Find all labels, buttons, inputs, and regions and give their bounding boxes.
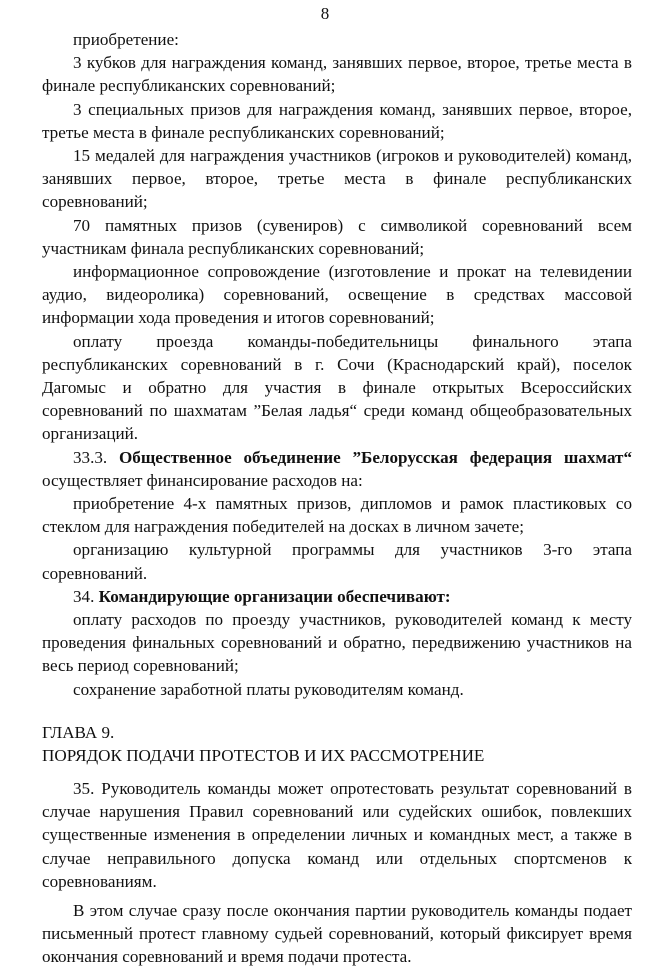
paragraph: приобретение 4-х памятных призов, дипломов и рамок пластиковых со стеклом для награждения победителей на досках в личном зачете;: [42, 494, 632, 537]
paragraph: оплату расходов по проезду участников, руководителей команд к месту проведения финальных соревнований и обратно, передвижению участников на весь период соревнований;: [42, 610, 632, 676]
section-34: [42, 585, 632, 608]
paragraph: информационное сопровождение (изготовление и прокат на телевидении аудио, видеоролика) соревнований, освещение в средствах массовой информации хода проведения и итогов соревнований;: [42, 262, 632, 328]
section-number: 33.3.: [73, 447, 108, 467]
paragraph: оплату проезда команды-победительницы финального этапа республиканских соревнований в г. Сочи (Краснодарский край), поселок Дагомыс и обратно для участия в финале открытых Всероссийских соревнований по шахматам ”Белая ладья“ среди команд общеобразовательных организаций.: [42, 331, 632, 444]
section-heading: Общественное объединение ”Белорусская федерация шахмат“: [118, 447, 632, 467]
paragraph: В этом случае сразу после окончания партии руководитель команды подает письменный протест главному судьей соревнований, который фиксирует время окончания соревнований и время подачи протеста.: [42, 900, 632, 967]
document-body: [42, 28, 632, 969]
chapter-title: ПОРЯДОК ПОДАЧИ ПРОТЕСТОВ И ИХ РАССМОТРЕНИЕ: [42, 745, 485, 765]
paragraph: сохранение заработной платы руководителям команд.: [73, 679, 464, 699]
section-text: осуществляет финансирование расходов на:: [42, 470, 363, 490]
paragraph: 35. Руководитель команды может опротестовать результат соревнований в случае нарушения Правил соревнований или судейских ошибок, повлекших существенные изменения в определении личных и командных мест, а также в случае неправильного допуска команд или отдельных спортсменов к соревнованиям.: [42, 778, 632, 891]
section-33-3: [42, 446, 632, 492]
paragraph: 3 кубков для награждения команд, занявших первое, второе, третье места в финале республиканских соревнований;: [42, 53, 632, 96]
section-heading: Командирующие организации обеспечивают:: [98, 586, 451, 606]
chapter-heading: [42, 721, 632, 767]
paragraph: приобретение:: [73, 30, 179, 49]
section-number: 34.: [73, 586, 95, 606]
paragraph: 15 медалей для награждения участников (игроков и руководителей) команд, занявших первое, второе, третье места в финале республиканских соревнований;: [42, 146, 632, 212]
paragraph: 3 специальных призов для награждения команд, занявших первое, второе, третье места в финале республиканских соревнований;: [42, 99, 632, 142]
page-number: 8: [320, 4, 330, 23]
paragraph: организацию культурной программы для участников 3-го этапа соревнований.: [42, 540, 632, 583]
paragraph: 70 памятных призов (сувениров) с символикой соревнований всем участникам финала республиканских соревнований;: [42, 215, 632, 258]
chapter-number: ГЛАВА 9.: [42, 722, 115, 742]
